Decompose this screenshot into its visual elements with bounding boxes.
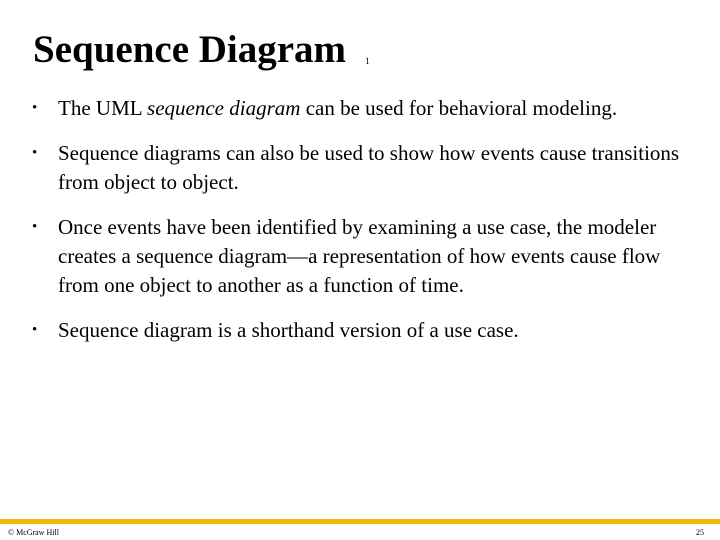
bullet-icon: • xyxy=(32,145,38,161)
footer-copyright: © McGraw Hill xyxy=(8,528,59,537)
bullet-icon: • xyxy=(32,322,38,338)
bullet-text-emphasis: sequence diagram xyxy=(147,96,301,120)
page-number: 25 xyxy=(696,528,704,537)
bullet-item xyxy=(32,316,682,345)
bullet-text: Once events have been identified by examining a use case, the modeler creates a sequence diagram—a representation of how events cause flow from one object to another as a function of time. xyxy=(58,215,661,297)
bullet-icon: • xyxy=(32,219,38,235)
slide-title: Sequence Diagram xyxy=(33,28,347,71)
bullet-text: Sequence diagram is a shorthand version of a use case. xyxy=(58,318,519,342)
bullet-item xyxy=(32,213,682,300)
bullet-item xyxy=(32,94,682,123)
bullet-text: Sequence diagrams can also be used to show how events cause transitions from object to object. xyxy=(58,141,680,194)
bullet-text-suffix: can be used for behavioral modeling. xyxy=(300,96,618,120)
bullet-item xyxy=(32,139,682,197)
bullet-list xyxy=(32,94,682,361)
footer-bar xyxy=(0,519,720,524)
title-number: 1 xyxy=(365,56,370,66)
bullet-icon: • xyxy=(32,100,38,116)
bullet-text-prefix: The UML xyxy=(58,96,148,120)
